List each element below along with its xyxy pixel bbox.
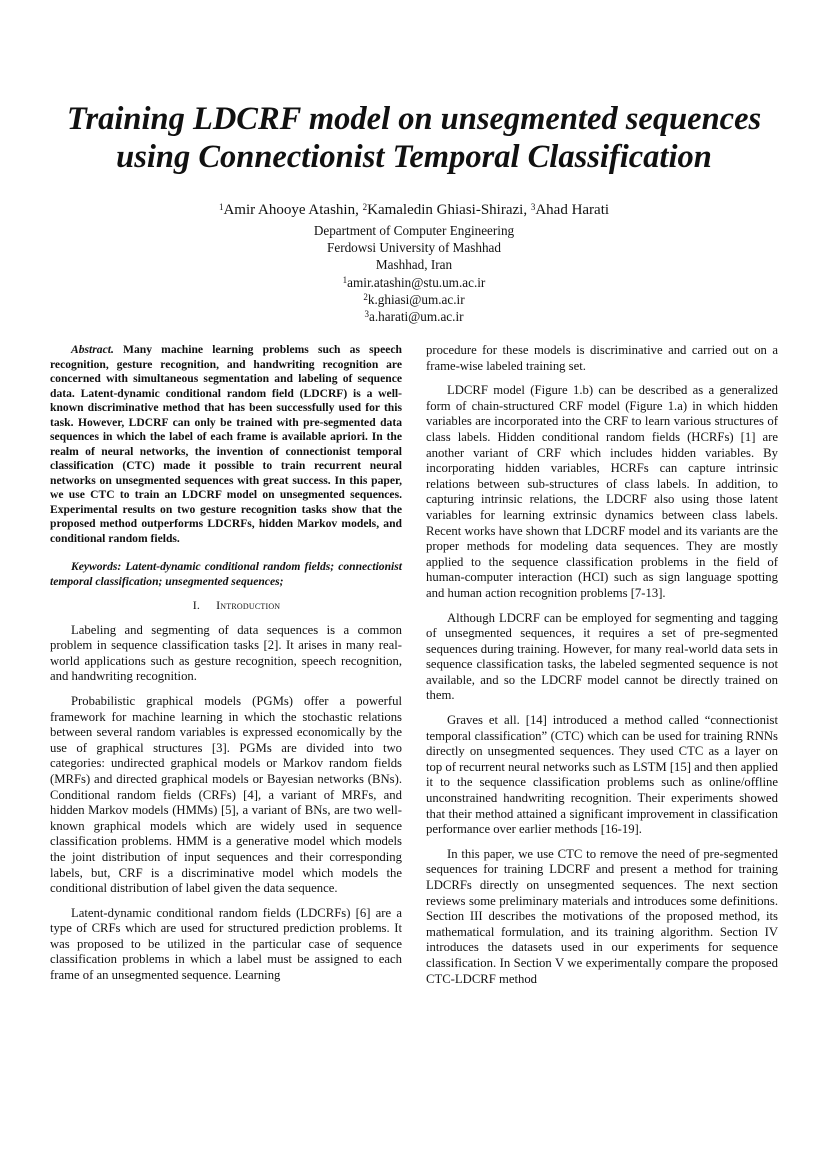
author-1-marker: 1 bbox=[218, 202, 224, 212]
email-2 bbox=[60, 291, 768, 308]
email-2-marker: 2 bbox=[363, 291, 368, 302]
email-3-marker: 3 bbox=[364, 309, 369, 320]
keywords-lead: Keywords: bbox=[71, 560, 122, 573]
title-line-1: Training LDCRF model on unsegmented sequences bbox=[66, 101, 762, 137]
author-1: Amir Ahooye Atashin, bbox=[223, 202, 363, 218]
paragraph: Graves et all. [14] introduced a method called “connectionist temporal classification” (CTC) which can be used for training RNNs directly on unsegmented sequences. They used CTC as a layer on top of recurrent neural networks such as LSTM [15] and then applied it to the sequence classification problems such as online/offline unconstrained handwriting recognition. Their experiments showed that their method attained a significant improvement in classification performance over earlier methods [16-19]. bbox=[426, 713, 778, 837]
paragraph: Although LDCRF can be employed for segmenting and tagging of unsegmented sequences, it requires a set of pre-segmented sequences during training. However, for many real-world data sets in sequence classification tasks, the labeled segmented sequence is not available, and so the LDCRF model cannot be directly trained on them. bbox=[426, 610, 778, 703]
email-3 bbox=[60, 308, 768, 325]
author-3: Ahad Harati bbox=[535, 202, 610, 218]
author-2: Kamaledin Ghiasi-Shirazi, bbox=[367, 202, 531, 218]
abstract bbox=[50, 343, 402, 546]
email-1-marker: 1 bbox=[342, 274, 348, 285]
paper-title bbox=[40, 100, 788, 176]
paragraph: Probabilistic graphical models (PGMs) offer a powerful framework for machine learning in which the stochastic relations between several random variables is expressed economically by the use of graphical structures [3]. PGMs are divided into two categories: undirected graphical models or Markov random fields (MRFs) and directed graphical models or Bayesian networks (BNs). Conditional random fields (CRFs) [4], a variant of MRFs, and hidden Markov models (HMMs) [5], a variant of BNs, are two well-known graphical models which are widely used in sequence classification problems. HMM is a generative model which models the joint distribution of input sequences and their corresponding labels, but, CRF is a discriminative model which models the conditional distribution of label given the data sequence. bbox=[50, 693, 402, 896]
department: Department of Computer Engineering bbox=[313, 223, 515, 238]
abstract-lead: Abstract. bbox=[71, 343, 114, 356]
email-1 bbox=[60, 274, 768, 291]
university: Ferdowsi University of Mashhad bbox=[327, 240, 501, 256]
left-column bbox=[50, 343, 402, 993]
email-2-text: k.ghiasi@um.ac.ir bbox=[367, 291, 465, 307]
abstract-text: Many machine learning problems such as speech recognition, gesture recognition, and handwriting recognition are concerned with simultaneous segmentation and labeling of sequence data. Latent-dynamic conditional random field (LDCRF) is a well-known discriminative method that has been successfully used for this task. However, LDCRF can only be trained with pre-segmented data sequences in which the label of each frame is available apriori. In the realm of neural networks, the invention of connectionist temporal classification (CTC) made it possible to train recurrent neural networks on unsegmented sequences with great success. In this paper, we use CTC to train an LDCRF model on unsegmented sequences. Experimental results on two gesture recognition tasks show that the proposed method outperforms LDCRFs, hidden Markov models, and conditional random fields. bbox=[50, 343, 402, 545]
keywords-text: Latent-dynamic conditional random fields; connectionist temporal classification; unsegmented sequences; bbox=[50, 560, 402, 588]
paragraph: procedure for these models is discriminative and carried out on a frame-wise labeled training set. bbox=[426, 343, 778, 373]
affiliation-block bbox=[60, 222, 768, 325]
email-1-text: amir.atashin@stu.um.ac.ir bbox=[347, 274, 486, 290]
right-column bbox=[426, 343, 778, 996]
email-3-text: a.harati@um.ac.ir bbox=[368, 309, 464, 325]
paragraph: Labeling and segmenting of data sequences is a common problem in sequence classification tasks [2]. It arises in many real-world applications such as gesture recognition, speech recognition, and handwriting recognition. bbox=[50, 622, 402, 684]
author-3-marker: 3 bbox=[530, 202, 536, 212]
paragraph: LDCRF model (Figure 1.b) can be described as a generalized form of chain-structured CRF model (Figure 1.a) in which hidden variables are incorporated into the CRF to learn various structures of class labels. Hidden conditional random fields (HCRFs) [1] are another variant of CRF which includes hidden variables. By incorporating hidden variables, HCRFs can capture intrinsic relations between sub-structures of class labels. In addition, to capturing intrinsic relations, the LDCRF also using those latent variables for learning extrinsic dynamics between class labels. Recent works have shown that LDCRF model and its variants are the proper methods for modeling data sequences. They are mostly applied to the sequence classification problems in the field of human-computer interaction (HCI) such as sign language spotting and human action recognition problems [7-13]. bbox=[426, 383, 778, 600]
author-2-marker: 2 bbox=[362, 202, 368, 212]
paragraph: In this paper, we use CTC to remove the need of pre-segmented sequences for training LDCRF and present a method for training LDCRFs directly on unsegmented sequences. The next section reviews some preliminary materials and introduces some definitions. Section III describes the motivations of the proposed method, its mathematical formulation, and its training algorithm. Section IV introduces the datasets used in our experiments for sequence classification. In Section V we experimentally compare the proposed CTC-LDCRF method bbox=[426, 846, 778, 986]
section-title: Introduction bbox=[216, 598, 281, 612]
title-line-2: using Connectionist Temporal Classification bbox=[116, 139, 712, 175]
author-list bbox=[60, 201, 768, 219]
city: Mashhad, Iran bbox=[375, 257, 453, 273]
section-number: I. bbox=[192, 598, 201, 612]
keywords bbox=[50, 560, 402, 589]
section-heading-introduction bbox=[50, 598, 402, 614]
paragraph: Latent-dynamic conditional random fields (LDCRFs) [6] are a type of CRFs which are used for structured prediction problems. It was proposed to be utilized in the particular case of sequence classification problems in which a label must be assigned to each frame of an unsegmented sequence. Learning bbox=[50, 905, 402, 983]
